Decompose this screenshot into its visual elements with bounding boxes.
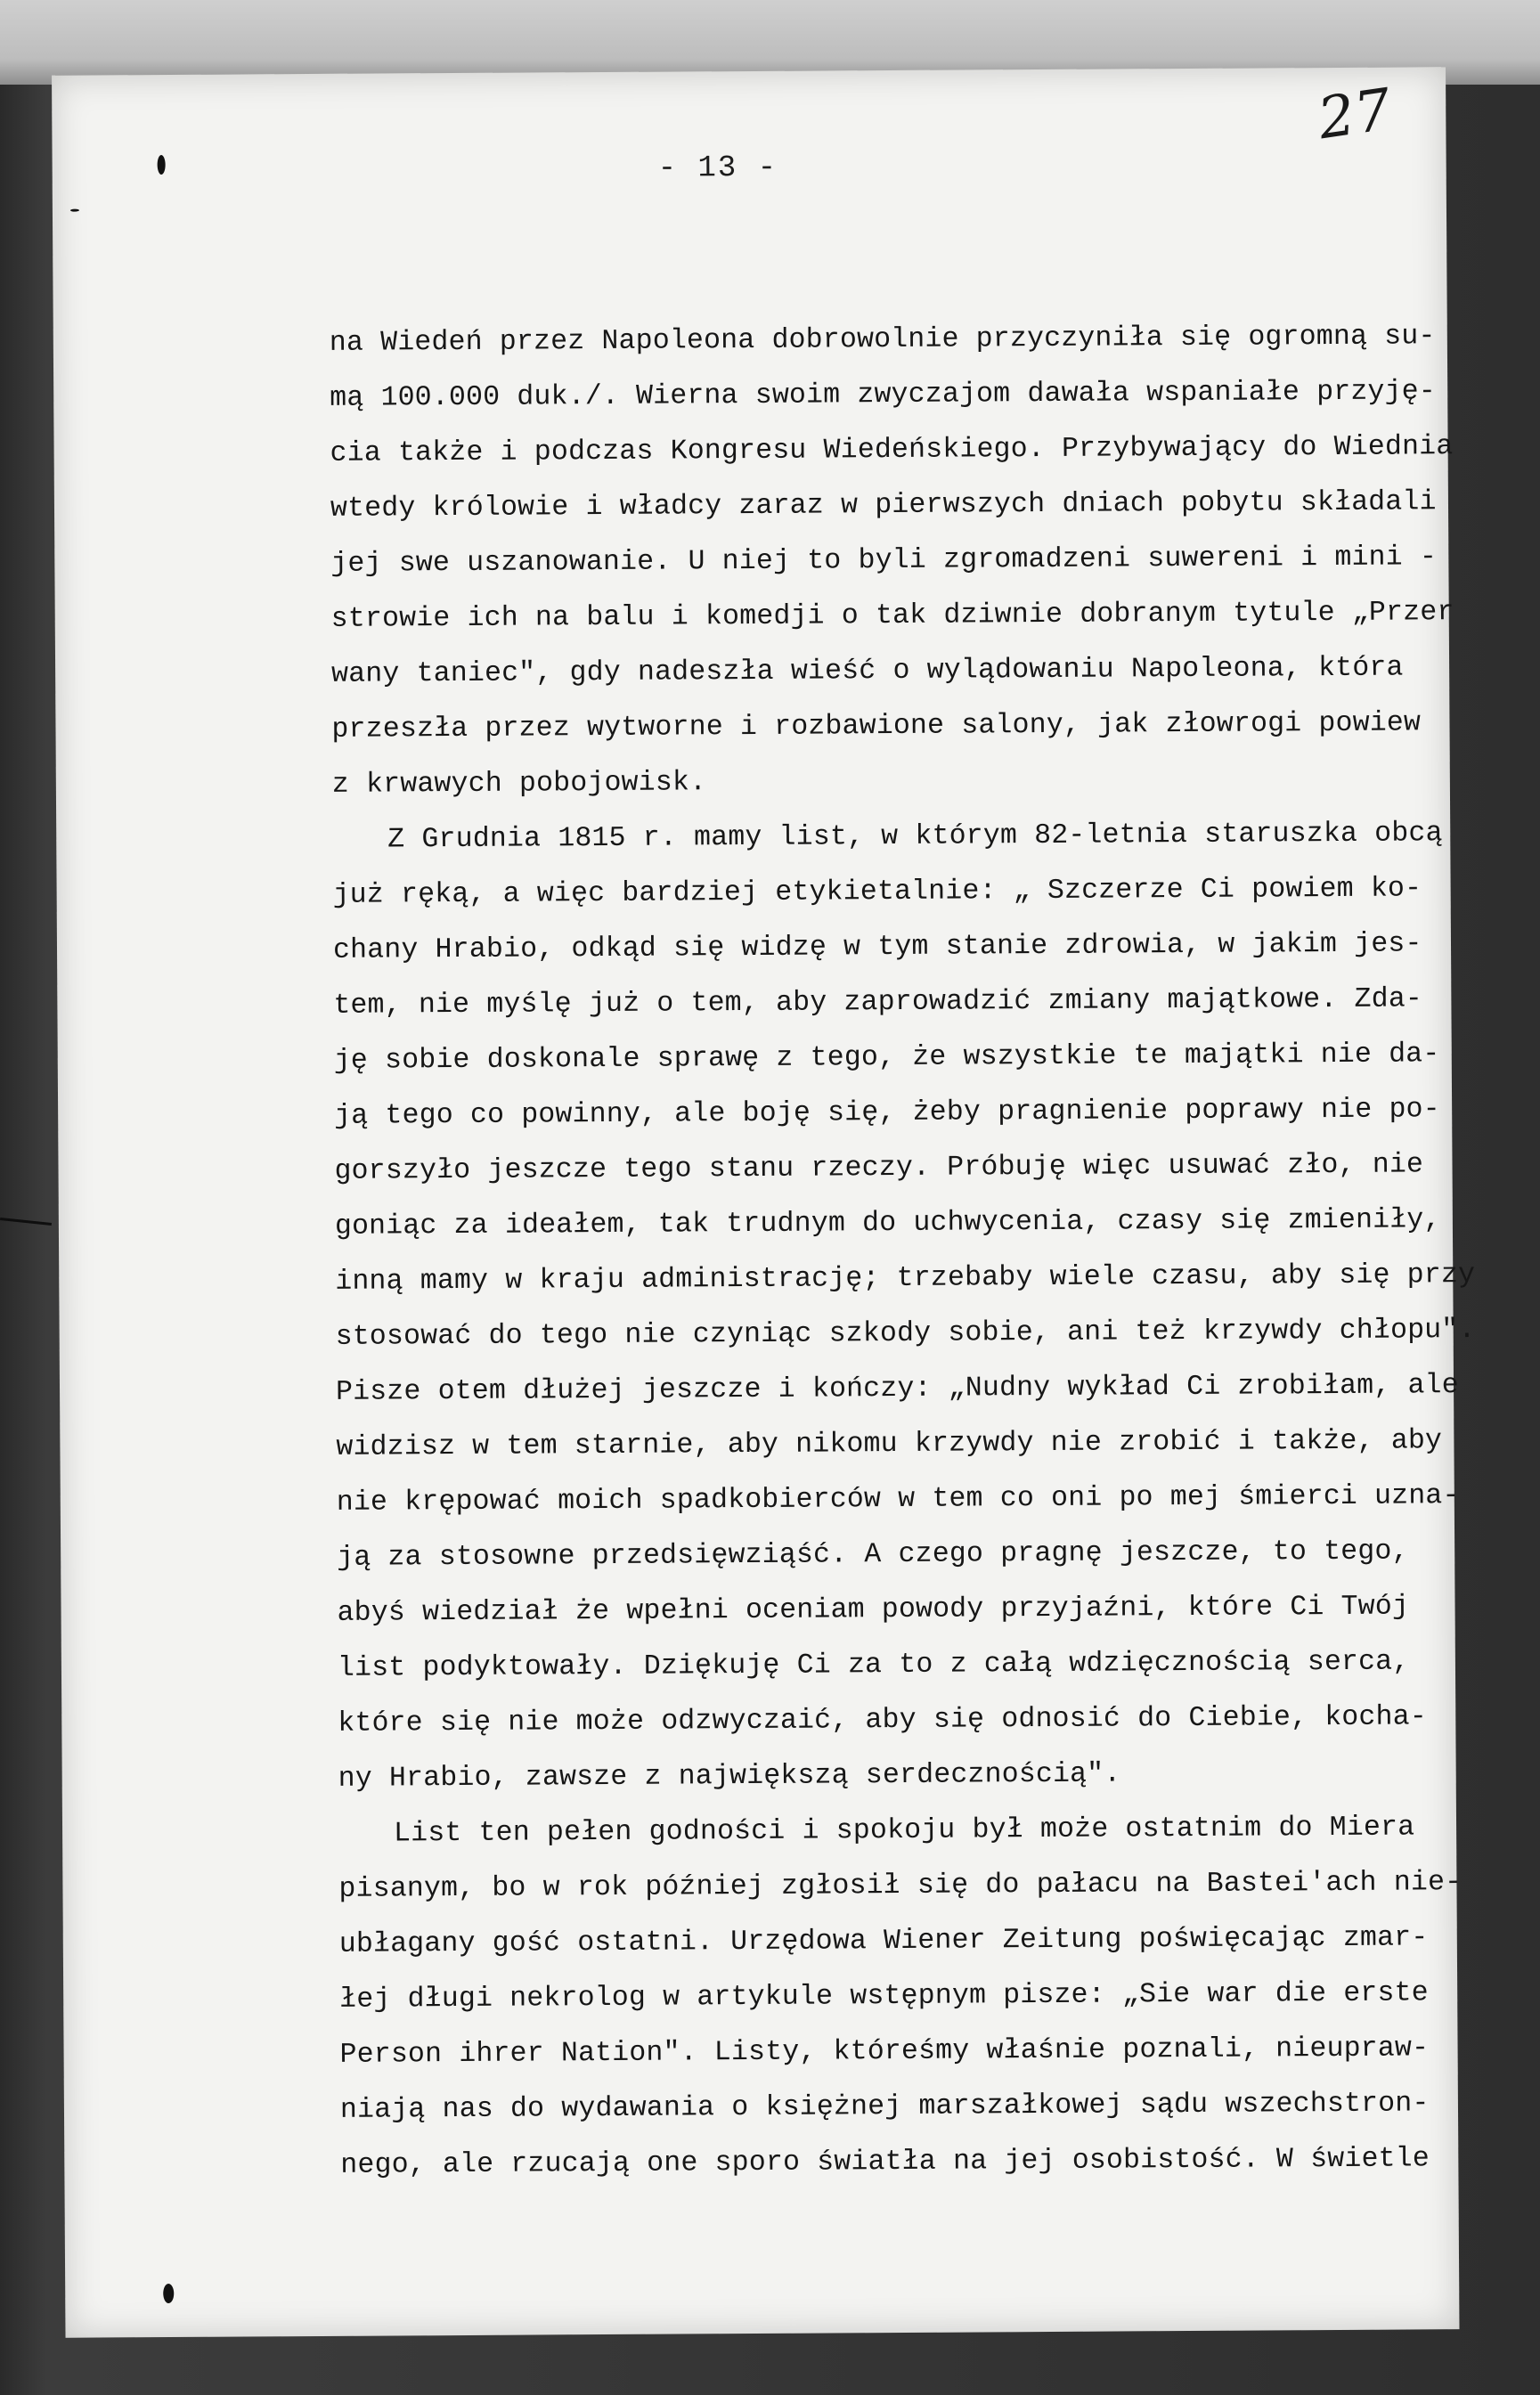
text-line: nego, ale rzucają one sporo światła na jej osobistość. W świetle bbox=[340, 2143, 1430, 2181]
typescript-page bbox=[52, 67, 1476, 2338]
text-line: Pisze otem dłużej jeszcze i kończy: „Nudny wykład Ci zrobiłam, ale bbox=[335, 1370, 1459, 1408]
text-line: jej swe uszanowanie. U niej to byli zgromadzeni suwereni i mini - bbox=[330, 542, 1438, 580]
text-line: wtedy królowie i władcy zaraz w pierwszych dniach pobytu składali bbox=[330, 486, 1437, 525]
page-number: - 13 - bbox=[657, 151, 778, 186]
text-line: cia także i podczas Kongresu Wiedeńskiego. Przybywający do Wiednia bbox=[330, 431, 1454, 469]
text-line: strowie ich na balu i komedji o tak dziwnie dobranym tytule „Przer bbox=[330, 597, 1454, 635]
text-line: ny Hrabio, zawsze z największą serdecznością". bbox=[338, 1758, 1121, 1795]
ink-speck bbox=[70, 209, 79, 212]
text-line: tem, nie myślę już o tem, aby zaprowadzić zmiany majątkowe. Zda- bbox=[333, 983, 1423, 1022]
text-line: inną mamy w kraju administrację; trzebaby wiele czasu, aby się przy bbox=[335, 1259, 1476, 1298]
text-line: niają nas do wydawania o księżnej marszałkowej sądu wszechstron- bbox=[339, 2088, 1430, 2126]
text-line: mą 100.000 duk./. Wierna swoim zwyczajom dawała wspaniałe przyję- bbox=[330, 376, 1437, 414]
text-line: Z Grudnia 1815 r. mamy list, w którym 82-letnia staruszka obcą bbox=[387, 818, 1443, 856]
folio-number: 27 bbox=[1313, 77, 1396, 153]
text-line: chany Hrabio, odkąd się widzę w tym stanie zdrowia, w jakim jes- bbox=[332, 928, 1422, 966]
text-line: ją tego co powinny, ale boję się, żeby pragnienie poprawy nie po- bbox=[334, 1094, 1440, 1132]
text-line: wany taniec", gdy nadeszła wieść o wylądowaniu Napoleona, która bbox=[331, 652, 1404, 690]
text-line: Person ihrer Nation". Listy, któreśmy właśnie poznali, nieupraw- bbox=[339, 2032, 1430, 2071]
text-line: z krwawych pobojowisk. bbox=[331, 767, 707, 801]
text-line: stosować do tego nie czyniąc szkody sobie, ani też krzywdy chłopu". bbox=[335, 1315, 1476, 1353]
text-line: ję sobie doskonale sprawę z tego, że wszystkie te majątki nie da- bbox=[333, 1039, 1440, 1077]
text-line: ubłagany gość ostatni. Urzędowa Wiener Zeitung poświęcając zmar- bbox=[338, 1922, 1429, 1960]
text-line: ją za stosowne przedsięwziąść. A czego pragnę jeszcze, to tego, bbox=[337, 1536, 1409, 1574]
text-line: na Wiedeń przez Napoleona dobrowolnie przyczyniła się ogromną su- bbox=[329, 321, 1436, 359]
text-line: abyś wiedział że wpełni oceniam powody przyjaźni, które Ci Twój bbox=[337, 1591, 1410, 1629]
body-text bbox=[330, 309, 1517, 2194]
text-line: już ręką, a więc bardziej etykietalnie: „ Szczerze Ci powiem ko- bbox=[332, 873, 1422, 911]
text-line: które się nie może odzwyczaić, aby się odnosić do Ciebie, kocha- bbox=[338, 1701, 1428, 1739]
text-line: goniąc za ideałem, tak trudnym do uchwycenia, czasy się zmieniły, bbox=[334, 1204, 1441, 1242]
text-line: nie krępować moich spadkobierców w tem co oni po mej śmierci uzna- bbox=[336, 1480, 1460, 1519]
text-line: List ten pełen godności i spokoju był może ostatnim do Miera bbox=[393, 1812, 1415, 1850]
text-line: gorszyło jeszcze tego stanu rzeczy. Próbuję więc usuwać zło, nie bbox=[334, 1149, 1424, 1187]
text-line: pisanym, bo w rok później zgłosił się do pałacu na Bastei'ach nie- bbox=[338, 1867, 1463, 1905]
ink-speck bbox=[163, 2284, 174, 2303]
text-line: łej długi nekrolog w artykule wstępnym pisze: „Sie war die erste bbox=[339, 1977, 1429, 2016]
text-line: widzisz w tem starnie, aby nikomu krzywdy nie zrobić i także, aby bbox=[336, 1425, 1443, 1463]
text-line: przeszła przez wytworne i rozbawione salony, jak złowrogi powiew bbox=[331, 707, 1422, 745]
text-line: list podyktowały. Dziękuję Ci za to z całą wdzięcznością serca, bbox=[337, 1646, 1410, 1684]
ink-speck bbox=[158, 155, 166, 175]
